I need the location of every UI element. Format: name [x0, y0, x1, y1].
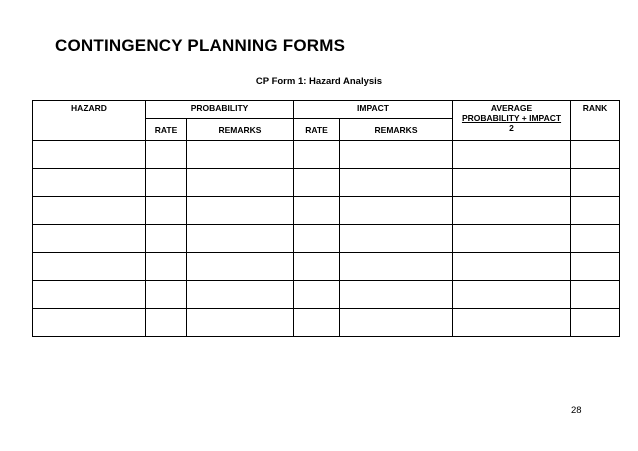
header-average-label: AVERAGE	[490, 103, 533, 113]
cell-probability-remarks	[187, 169, 294, 197]
page-title: CONTINGENCY PLANNING FORMS	[55, 36, 346, 55]
table-row	[33, 141, 620, 169]
cell-average	[453, 141, 571, 169]
cell-probability-remarks	[187, 225, 294, 253]
header-impact: IMPACT	[294, 101, 453, 119]
cell-impact-rate	[294, 309, 340, 337]
table-row	[33, 169, 620, 197]
cell-impact-remarks	[340, 141, 453, 169]
cell-impact-rate	[294, 281, 340, 309]
cell-hazard	[33, 309, 146, 337]
cell-hazard	[33, 281, 146, 309]
cell-impact-rate	[294, 141, 340, 169]
cell-impact-rate	[294, 197, 340, 225]
header-rank: RANK	[571, 101, 620, 141]
cell-probability-remarks	[187, 197, 294, 225]
cell-probability-remarks	[187, 253, 294, 281]
header-impact-remarks: REMARKS	[340, 119, 453, 141]
table-body	[33, 141, 620, 337]
table-row	[33, 197, 620, 225]
header-impact-rate: RATE	[294, 119, 340, 141]
cell-impact-remarks	[340, 281, 453, 309]
cell-rank	[571, 141, 620, 169]
cell-probability-remarks	[187, 141, 294, 169]
header-average	[453, 101, 571, 141]
header-average-formula-denominator: 2	[509, 123, 514, 133]
cell-average	[453, 309, 571, 337]
page-number: 28	[571, 405, 582, 416]
cell-hazard	[33, 169, 146, 197]
cell-impact-rate	[294, 169, 340, 197]
cell-rank	[571, 225, 620, 253]
cell-rank	[571, 169, 620, 197]
header-hazard: HAZARD	[33, 101, 146, 141]
cell-rank	[571, 197, 620, 225]
cell-probability-rate	[146, 169, 187, 197]
form-title: CP Form 1: Hazard Analysis	[255, 76, 383, 87]
cell-impact-remarks	[340, 309, 453, 337]
cell-average	[453, 225, 571, 253]
cell-rank	[571, 253, 620, 281]
table-row	[33, 281, 620, 309]
table-row	[33, 225, 620, 253]
cell-probability-rate	[146, 309, 187, 337]
header-average-formula-numerator: PROBABILITY + IMPACT	[461, 113, 562, 123]
cell-impact-remarks	[340, 169, 453, 197]
cell-rank	[571, 309, 620, 337]
cell-average	[453, 197, 571, 225]
cell-average	[453, 281, 571, 309]
cell-probability-rate	[146, 197, 187, 225]
cell-average	[453, 253, 571, 281]
cell-hazard	[33, 253, 146, 281]
cell-impact-remarks	[340, 253, 453, 281]
cell-impact-rate	[294, 253, 340, 281]
cell-impact-rate	[294, 225, 340, 253]
cell-hazard	[33, 197, 146, 225]
cell-impact-remarks	[340, 197, 453, 225]
header-probability-remarks: REMARKS	[187, 119, 294, 141]
table-row	[33, 309, 620, 337]
cell-probability-rate	[146, 141, 187, 169]
cell-average	[453, 169, 571, 197]
cell-probability-remarks	[187, 309, 294, 337]
cell-probability-rate	[146, 225, 187, 253]
cell-hazard	[33, 141, 146, 169]
cell-probability-remarks	[187, 281, 294, 309]
cell-probability-rate	[146, 281, 187, 309]
header-row-1	[33, 101, 620, 119]
header-probability: PROBABILITY	[146, 101, 294, 119]
header-probability-rate: RATE	[146, 119, 187, 141]
cell-hazard	[33, 225, 146, 253]
cell-probability-rate	[146, 253, 187, 281]
table-row	[33, 253, 620, 281]
hazard-analysis-table	[32, 100, 620, 337]
cell-rank	[571, 281, 620, 309]
cell-impact-remarks	[340, 225, 453, 253]
